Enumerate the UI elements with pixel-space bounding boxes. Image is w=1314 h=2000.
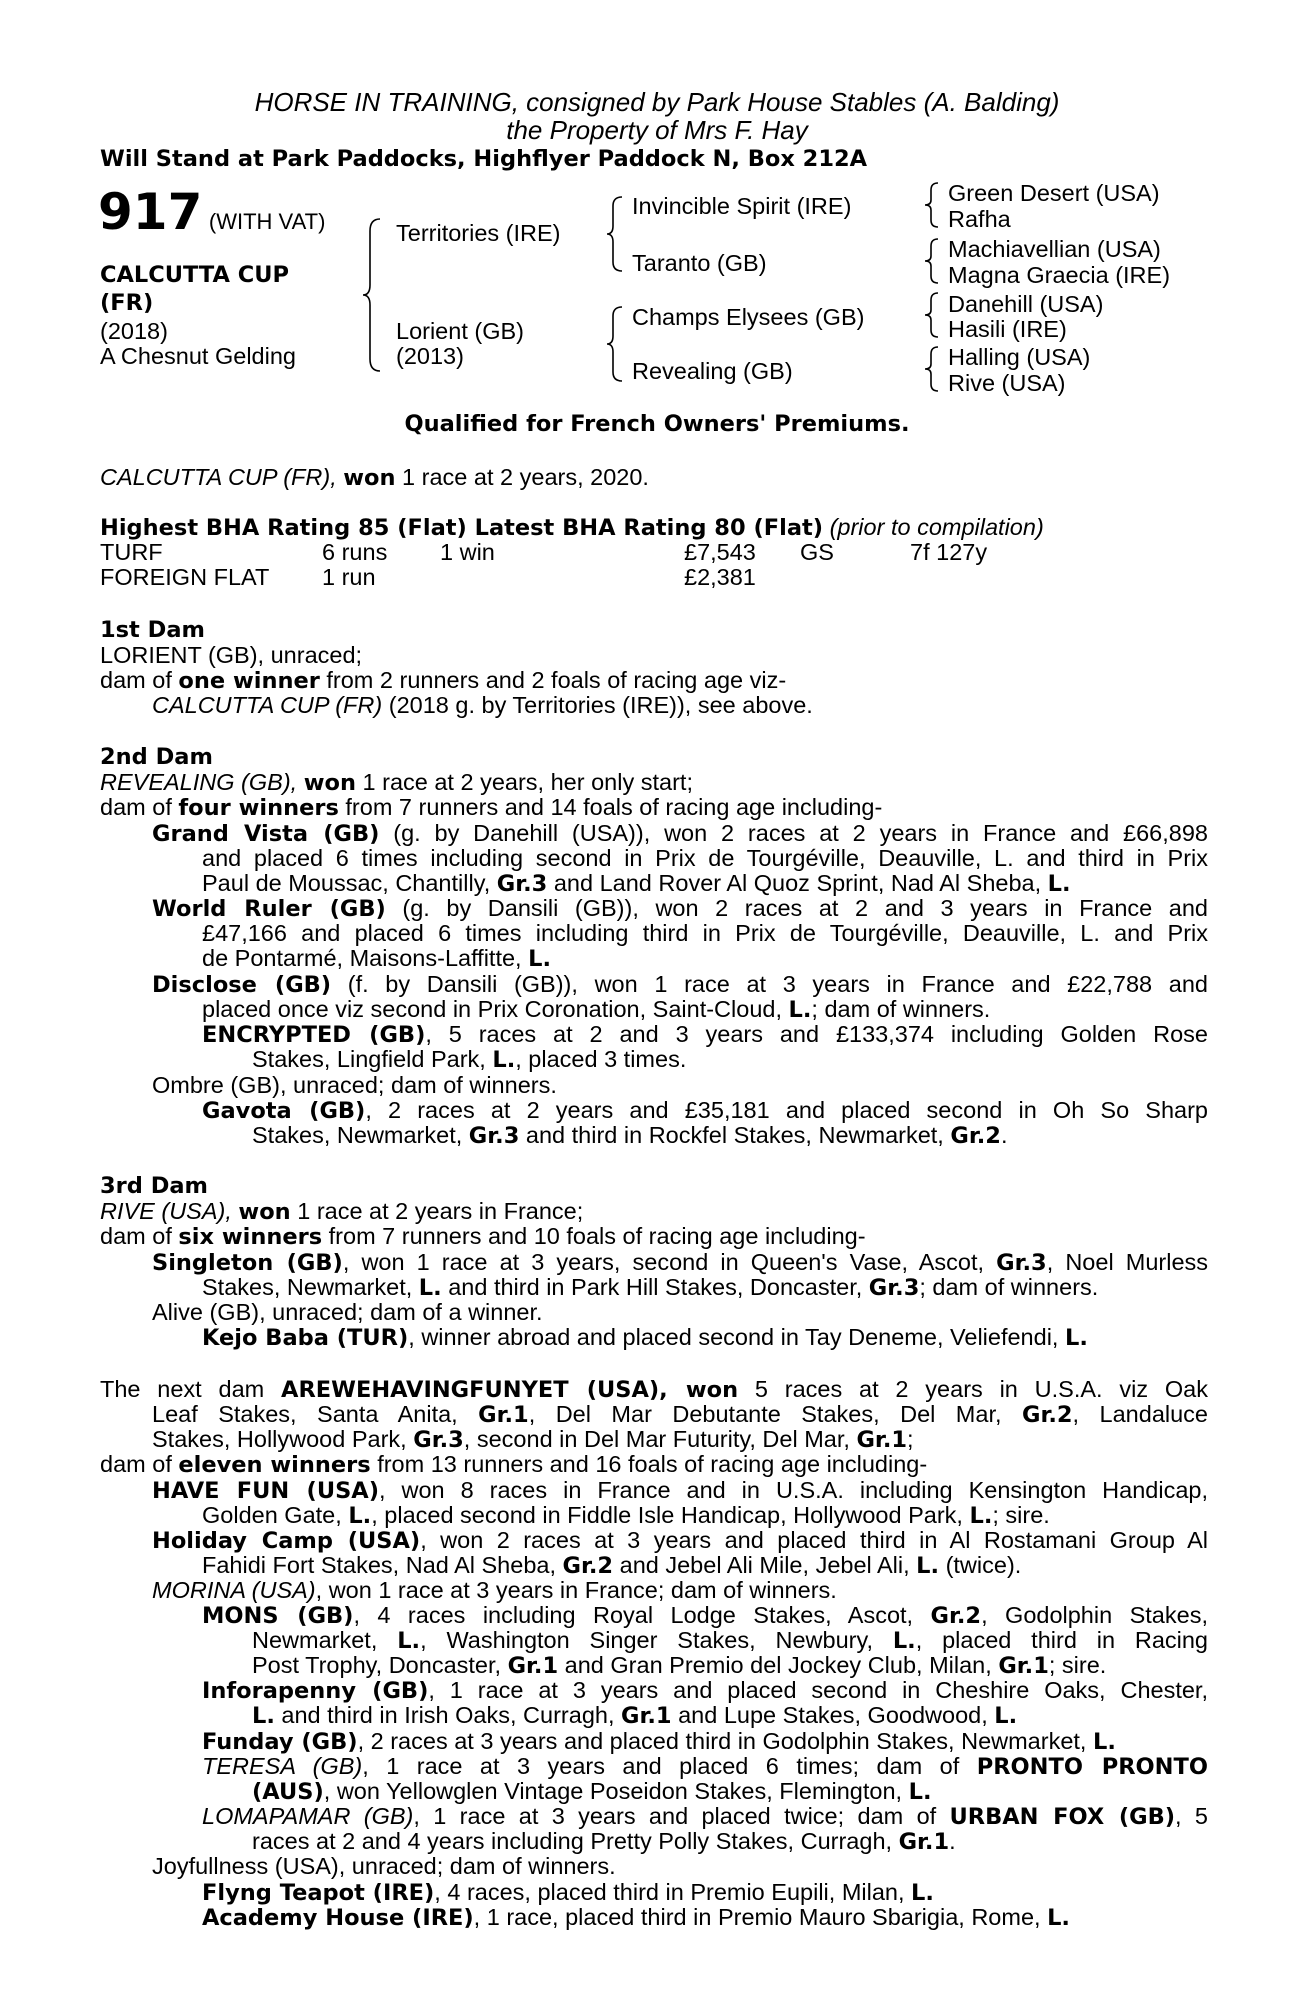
horse-name: CALCUTTA CUP — [100, 262, 290, 288]
lot-block — [98, 183, 326, 241]
rating-row-amount: £7,543 — [684, 539, 756, 565]
grand-vista-line3: Paul de Moussac, Chantilly, Gr.3 and Land Rover Al Quoz Sprint, Nad Al Sheba, L. — [202, 870, 1071, 897]
pedigree-sds: Machiavellian (USA) — [948, 236, 1161, 262]
ds-brace — [922, 290, 942, 340]
rating-row-distance: 7f 127y — [910, 539, 988, 565]
academy-house-line: Academy House (IRE), 1 race, placed third in Premio Mauro Sbarigia, Rome, L. — [202, 1904, 1070, 1931]
pedigree-dam-year: (2013) — [396, 343, 464, 369]
holiday-camp-line1: Holiday Camp (USA), won 2 races at 3 years and placed third in Al Rostamani Group Al — [152, 1527, 1208, 1554]
next-dam-line3: Stakes, Hollywood Park, Gr.3, second in Del Mar Futurity, Del Mar, Gr.1; — [152, 1426, 914, 1453]
teresa-line1: TERESA (GB), 1 race at 3 years and placed 6 times; dam of PRONTO PRONTO — [202, 1753, 1208, 1780]
pedigree-ssd: Rafha — [948, 206, 1011, 232]
next-dam-produce: dam of eleven winners from 13 runners and 16 foals of racing age including- — [100, 1451, 928, 1478]
ss-brace — [922, 180, 942, 230]
morina-line: MORINA (USA), won 1 race at 3 years in France; dam of winners. — [152, 1577, 837, 1603]
rating-note: (prior to compilation) — [829, 514, 1044, 540]
have-fun-line1: HAVE FUN (USA), won 8 races in France and in U.S.A. including Kensington Handicap, — [152, 1477, 1208, 1504]
ombre-line: Ombre (GB), unraced; dam of winners. — [152, 1072, 557, 1098]
have-fun-line2: Golden Gate, L., placed second in Fiddle Isle Handicap, Hollywood Park, L.; sire. — [202, 1502, 1050, 1529]
pedigree-ddd: Rive (USA) — [948, 370, 1066, 396]
second-dam-heading: 2nd Dam — [100, 744, 213, 770]
grand-vista-line2: and placed 6 times including second in Prix de Tourgéville, Deauville, L. and third in Prix — [202, 845, 1208, 871]
gavota-line1: Gavota (GB), 2 races at 2 years and £35,181 and placed second in Oh So Sharp — [202, 1097, 1208, 1124]
summary-won: won — [343, 465, 396, 491]
mons-line2: Newmarket, L., Washington Singer Stakes, Newbury, L., placed third in Racing — [252, 1627, 1209, 1654]
first-dam-line: LORIENT (GB), unraced; — [100, 642, 363, 668]
dd-brace — [922, 344, 942, 394]
rating-row-wins: 1 win — [440, 539, 495, 565]
stand-location: Will Stand at Park Paddocks, Highflyer Paddock N, Box 212A — [100, 146, 868, 172]
sire-dam-brace — [360, 215, 384, 375]
horse-year: (2018) — [100, 318, 168, 344]
pedigree-sss: Green Desert (USA) — [948, 180, 1160, 206]
consignor-line: HORSE IN TRAINING, consigned by Park House Stables (A. Balding) — [254, 87, 1060, 117]
holiday-camp-line2: Fahidi Fort Stakes, Nad Al Sheba, Gr.2 and Jebel Ali Mile, Jebel Ali, L. (twice). — [202, 1552, 1022, 1579]
rating-row-label: FOREIGN FLAT — [100, 564, 270, 590]
pedigree-sire: Territories (IRE) — [396, 220, 561, 246]
mons-line3: Post Trophy, Doncaster, Gr.1 and Gran Premio del Jockey Club, Milan, Gr.1; sire. — [252, 1652, 1107, 1679]
flyng-teapot-line: Flyng Teapot (IRE), 4 races, placed third in Premio Eupili, Milan, L. — [202, 1879, 934, 1906]
pedigree-sdd: Magna Graecia (IRE) — [948, 262, 1171, 288]
teresa-line2: (AUS), won Yellowglen Vintage Poseidon Stakes, Flemington, L. — [252, 1778, 932, 1805]
singleton-line1: Singleton (GB), won 1 race at 3 years, second in Queen's Vase, Ascot, Gr.3, Noel Murless — [152, 1249, 1209, 1276]
disclose-line1: Disclose (GB) (f. by Dansili (GB)), won 1 race at 3 years in France and £22,788 and — [152, 971, 1208, 998]
pedigree-dss: Danehill (USA) — [948, 291, 1104, 317]
pedigree-dam-sire: Champs Elysees (GB) — [632, 304, 865, 330]
inforapenny-line2: L. and third in Irish Oaks, Curragh, Gr.1 and Lupe Stakes, Goodwood, L. — [252, 1702, 1018, 1729]
grand-vista-line1: Grand Vista (GB) (g. by Danehill (USA)), won 2 races at 2 years in France and £66,898 — [152, 820, 1208, 847]
encrypted-line1: ENCRYPTED (GB), 5 races at 2 and 3 years and £133,374 including Golden Rose — [202, 1021, 1208, 1048]
horse-suffix: (FR) — [100, 290, 154, 316]
next-dam-line1: The next dam AREWEHAVINGFUNYET (USA), won 5 races at 2 years in U.S.A. viz Oak — [100, 1376, 1208, 1403]
alive-line: Alive (GB), unraced; dam of a winner. — [152, 1299, 543, 1325]
joyfullness-line: Joyfullness (USA), unraced; dam of winners. — [152, 1853, 616, 1879]
rating-row-label: TURF — [100, 539, 163, 565]
lot-number: 917 — [98, 183, 203, 241]
owner-line: the Property of Mrs F. Hay — [506, 115, 808, 145]
dam-brace — [604, 304, 626, 384]
disclose-line2: placed once viz second in Prix Coronation, Saint-Cloud, L.; dam of winners. — [202, 996, 991, 1023]
lomapamar-line1: LOMAPAMAR (GB), 1 race at 3 years and placed twice; dam of URBAN FOX (GB), 5 — [202, 1803, 1208, 1830]
pedigree-dam-dam: Revealing (GB) — [632, 358, 793, 384]
encrypted-line2: Stakes, Lingfield Park, L., placed 3 times. — [252, 1046, 687, 1073]
rating-line — [100, 514, 1044, 541]
world-ruler-line2: £47,166 and placed 6 times including third in Prix de Tourgéville, Deauville, L. and Prix — [202, 920, 1208, 946]
world-ruler-line3: de Pontarmé, Maisons-Laffitte, L. — [202, 945, 552, 972]
lomapamar-line2: races at 2 and 4 years including Pretty Polly Stakes, Curragh, Gr.1. — [252, 1828, 956, 1855]
inforapenny-line1: Inforapenny (GB), 1 race at 3 years and placed second in Cheshire Oaks, Chester, — [202, 1677, 1208, 1704]
horse-description: A Chesnut Gelding — [100, 343, 296, 369]
pedigree-sire-dam: Taranto (GB) — [632, 250, 767, 276]
singleton-line2: Stakes, Newmarket, L. and third in Park Hill Stakes, Doncaster, Gr.3; dam of winners. — [202, 1274, 1099, 1301]
pedigree-dsd: Hasili (IRE) — [948, 316, 1067, 342]
rating-row-going: GS — [800, 539, 834, 565]
third-dam-line: RIVE (USA), won 1 race at 2 years in France; — [100, 1198, 584, 1225]
third-dam-heading: 3rd Dam — [100, 1173, 208, 1199]
mons-line1: MONS (GB), 4 races including Royal Lodge Stakes, Ascot, Gr.2, Godolphin Stakes, — [202, 1602, 1208, 1629]
kejo-baba-line: Kejo Baba (TUR), winner abroad and placed second in Tay Deneme, Veliefendi, L. — [202, 1324, 1088, 1351]
sire-brace — [604, 194, 626, 274]
first-dam-produce: dam of one winner from 2 runners and 2 foals of racing age viz- — [100, 667, 787, 694]
first-dam-heading: 1st Dam — [100, 617, 205, 643]
summary-rest: 1 race at 2 years, 2020. — [395, 464, 649, 490]
pedigree-dds: Halling (USA) — [948, 344, 1091, 370]
rating-bold: Highest BHA Rating 85 (Flat) Latest BHA Rating 80 (Flat) — [100, 515, 824, 541]
second-dam-produce: dam of four winners from 7 runners and 14 foals of racing age including- — [100, 794, 883, 821]
pedigree-dam: Lorient (GB) — [396, 318, 524, 344]
funday-line: Funday (GB), 2 races at 3 years and placed third in Godolphin Stakes, Newmarket, L. — [202, 1728, 1116, 1755]
gavota-line2: Stakes, Newmarket, Gr.3 and third in Rockfel Stakes, Newmarket, Gr.2. — [252, 1122, 1008, 1149]
second-dam-line: REVEALING (GB), won 1 race at 2 years, her only start; — [100, 769, 693, 796]
rating-row-amount: £2,381 — [684, 564, 756, 590]
summary-name: CALCUTTA CUP (FR), — [100, 464, 337, 490]
third-dam-produce: dam of six winners from 7 runners and 10 foals of racing age including- — [100, 1223, 866, 1250]
pedigree-sire-sire: Invincible Spirit (IRE) — [632, 193, 852, 219]
rating-row-runs: 6 runs — [322, 539, 388, 565]
rating-row-runs: 1 run — [322, 564, 376, 590]
race-summary — [100, 464, 649, 491]
next-dam-line2: Leaf Stakes, Santa Anita, Gr.1, Del Mar Debutante Stakes, Del Mar, Gr.2, Landaluce — [152, 1401, 1208, 1428]
premium-note: Qualified for French Owners' Premiums. — [404, 411, 910, 437]
sd-brace — [922, 236, 942, 286]
vat-note: (WITH VAT) — [208, 209, 326, 234]
world-ruler-line1: World Ruler (GB) (g. by Dansili (GB)), won 2 races at 2 and 3 years in France and — [152, 895, 1209, 922]
first-dam-foal: CALCUTTA CUP (FR) (2018 g. by Territories (IRE)), see above. — [152, 692, 813, 718]
